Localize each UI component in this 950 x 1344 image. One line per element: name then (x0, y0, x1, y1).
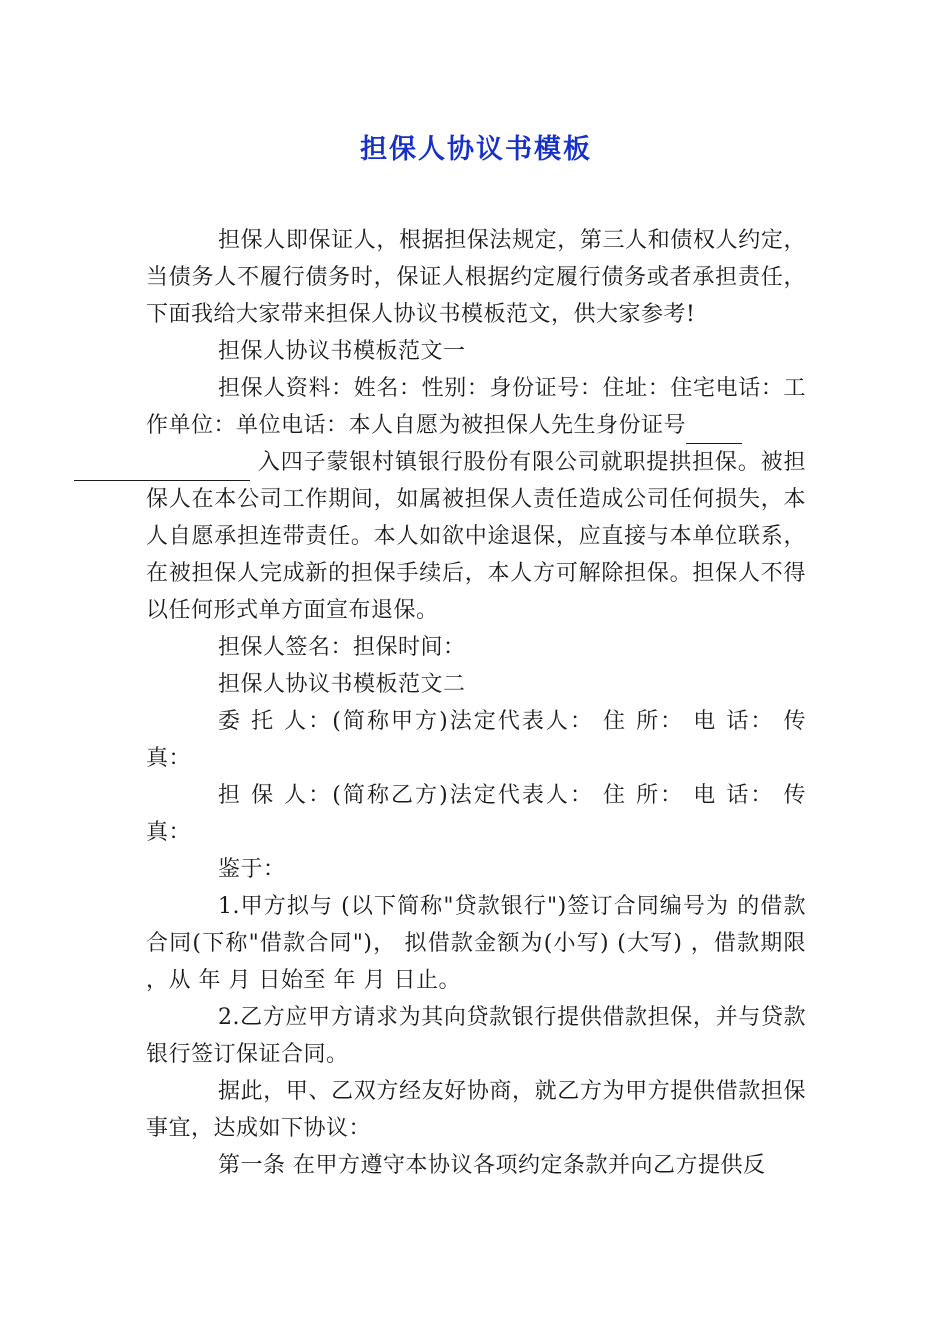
heading-sample-one: 担保人协议书模板范文一 (218, 339, 466, 364)
clause-loan-contract: 1.甲方拟与 (以下简称"贷款银行")签订合同编号为 的借款合同(下称"借款合同")， 拟借款金额为(小写) (大写) ，借款期限 ，从 年 月 日始至 年 月 日止。 (146, 894, 806, 993)
heading-sample-two: 担保人协议书模板范文二 (218, 672, 466, 697)
paragraph-whereas: 鉴于： (218, 857, 286, 882)
guarantor-info-text: 担保人资料：姓名：性别：身份证号：住址：住宅电话：工作单位：单位电话：本人自愿为被担保人先生身份证号 (146, 376, 806, 438)
paragraph-agreement: 据此，甲、乙双方经友好协商，就乙方为甲方提供借款担保事宜，达成如下协议： (146, 1079, 806, 1141)
signature-line: 担保人签名：担保时间： (218, 635, 466, 660)
id-number-blank (686, 417, 742, 444)
clause-guarantee-request: 2.乙方应甲方请求为其向贷款银行提供借款担保，并与贷款银行签订保证合同。 (146, 1005, 806, 1067)
guarantor-commitment-text: 入四子蒙银村镇银行股份有限公司就职提拱担保。被担保人在本公司工作期间，如属被担保人责任造成公司任何损失，本人自愿承担连带责任。本人如欲中途退保，应直接与本单位联系，在被担保人完成新的担保手续后，本人方可解除担保。担保人不得以任何形式单方面宣布退保。 (146, 450, 806, 623)
paragraph-intro: 担保人即保证人，根据担保法规定，第三人和债权人约定，当债务人不履行债务时，保证人根据约定履行债务或者承担责任，下面我给大家带来担保人协议书模板范文，供大家参考! (146, 228, 806, 327)
article-one: 第一条 在甲方遵守本协议各项约定条款并向乙方提供反 (218, 1153, 766, 1178)
paragraph-guarantor-info (146, 370, 806, 629)
document-body (146, 222, 806, 1184)
paragraph-guarantor-party-info: 担 保 人：(简称乙方)法定代表人： 住 所： 电 话： 传 真： (146, 783, 806, 845)
id-number-blank-continued (74, 454, 250, 481)
paragraph-principal-info: 委 托 人：(简称甲方)法定代表人： 住 所： 电 话： 传 真： (146, 709, 806, 771)
document-title: 担保人协议书模板 (360, 134, 592, 165)
